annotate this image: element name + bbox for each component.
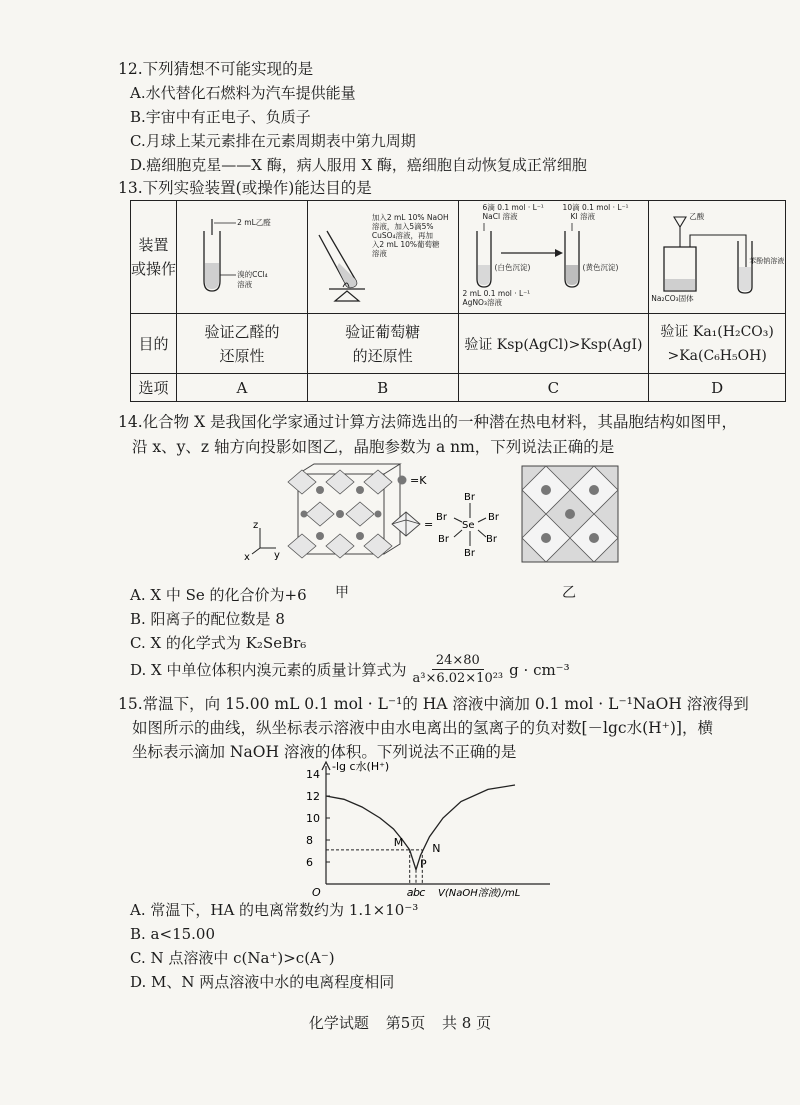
br-lower-right: Br [486,534,497,545]
axis-y-label: y [274,550,280,561]
label-c-agno3-amount: 2 mL 0.1 mol · L⁻¹ [462,289,531,298]
q14-crystal-figures [240,460,780,580]
label-c-nacl: NaCl 溶液 [482,212,518,221]
point-label-M: M [393,835,404,849]
point-label-P: P [420,857,427,871]
q12-option-a: A.水代替化石燃料为汽车提供能量 [130,84,356,102]
choice-a: A [177,374,308,402]
q15-stem-line2: 如图所示的曲线，纵坐标表示溶液中由水电离出的氢离子的负对数[－lgc水(H⁺)]，横 [132,719,713,737]
label-b-line1: 加入2 mL 10% NaOH [371,213,449,222]
row-header-choice: 选项 [131,374,177,402]
q12-option-c: C.月球上某元素排在元素周期表中第九周期 [130,132,416,150]
caption-yi: 乙 [562,585,576,601]
br-top: Br [464,492,475,503]
label-c-yellow-ppt: (黄色沉淀) [582,263,619,272]
q12-option-d: D.癌细胞克星——X 酶，病人服用 X 酶，癌细胞自动恢复成正常细胞 [130,156,587,174]
axis-x-label: x [244,552,250,563]
label-b-line5: 溶液 [371,249,387,258]
axis-z-label: z [253,520,259,531]
equals-sign: = [424,518,434,531]
br-bottom: Br [464,548,475,559]
sebr6-structure [436,492,500,559]
q12-stem: 12.下列猜想不可能实现的是 [118,60,314,78]
purpose-c: 验证 Ksp(AgCl)>Ksp(AgI) [458,314,649,374]
fraction-denominator: a³×6.02×10²³ [412,671,504,686]
label-b-line2: 溶液，加入5滴5% [371,222,434,231]
crystal-cell-jia [288,464,400,558]
q14-stem-line2: 沿 x、y、z 轴方向投影如图乙，晶胞参数为 a nm，下列说法正确的是 [132,438,615,456]
se-center: Se [462,520,475,531]
octahedron-icon [392,512,420,536]
q15-stem-line3: 坐标表示滴加 NaOH 溶液的体积。下列说法不正确的是 [132,743,517,761]
row-header-device: 装置 或操作 [131,201,177,314]
q14-option-a: A. X 中 Se 的化合价为+6 [130,586,307,604]
q13-stem: 13.下列实验装置(或操作)能达目的是 [118,179,372,197]
q15-titration-chart [290,758,560,898]
footer-total: 共 8 页 [442,1014,492,1032]
axis-indicator [252,528,276,554]
br-lower-left: Br [438,534,449,545]
purpose-a: 验证乙醛的 还原性 [177,314,308,374]
y-axis-title: -lg c水(H⁺) [332,760,390,773]
q15-option-d: D. M、N 两点溶液中水的电离程度相同 [130,973,395,991]
q15-option-a: A. 常温下，HA 的电离常数约为 1.1×10⁻³ [130,901,419,919]
x-tick-label-a: a [406,886,414,898]
cell-device-d [649,201,786,314]
choice-d: D [649,374,786,402]
y-tick-label-14: 14 [306,768,320,781]
point-label-N: N [432,841,441,855]
y-tick-label-6: 6 [306,856,313,869]
projection-yi [522,466,618,562]
choice-c: C [458,374,649,402]
label-d-carbonate: Na₂CO₃固体 [651,294,694,303]
label-a-solution: 溶液 [237,280,253,289]
cell-device-b [307,201,458,314]
q14-option-d-unit: g · cm⁻³ [509,660,570,679]
q12-option-b: B.宇宙中有正电子、负质子 [130,108,311,126]
label-b-line3: CuSO₄溶液，再加 [371,231,433,240]
footer-page: 第5页 [385,1014,426,1032]
choice-b: B [307,374,458,402]
caption-jia: 甲 [335,585,349,601]
x-tick-label-c: c [419,886,426,898]
q13-experiment-table [130,200,786,402]
br-upper-left: Br [436,512,447,523]
page-footer [0,1012,800,1033]
label-d-phenolate: 苯酚钠溶液 [749,257,785,265]
label-c-white-ppt: (白色沉淀) [494,263,531,272]
label-a-bromine: 溴的CCl₄ [237,270,268,279]
purpose-d-line1: 验证 Ka₁(H₂CO₃) [660,323,774,340]
y-tick-label-10: 10 [306,812,320,825]
purpose-b: 验证葡萄糖 的还原性 [307,314,458,374]
cell-device-a [177,201,308,314]
y-tick-label-12: 12 [306,790,320,803]
br-upper-right: Br [488,512,499,523]
x-axis-title: V(NaOH溶液)/mL [438,888,521,898]
row-header-purpose: 目的 [131,314,177,374]
label-c-ki: KI 溶液 [570,212,596,221]
q15-stem-line1: 15.常温下，向 15.00 mL 0.1 mol · L⁻¹的 HA 溶液中滴加 0.1 mol · L⁻¹NaOH 溶液得到 [118,695,749,713]
gas-generation-d-diagram [650,201,784,309]
label-b-line4: 入2 mL 10%葡萄糖 [371,240,440,249]
label-c-nacl-amount: 6滴 0.1 mol · L⁻¹ [482,203,544,212]
k-legend-label: =K [410,474,427,487]
label-c-ki-amount: 10滴 0.1 mol · L⁻¹ [562,203,629,212]
cell-device-c [458,201,649,314]
label-c-agno3: AgNO₃溶液 [462,298,502,307]
origin-label: O [312,886,321,898]
q14-stem-line1: 14.化合物 X 是我国化学家通过计算方法筛选出的一种潜在热电材料，其晶胞结构如图甲， [118,413,738,431]
q14-option-d [130,652,570,687]
k-legend-marker [398,476,407,485]
q14-option-c: C. X 的化学式为 K₂SeBr₆ [130,634,307,652]
footer-subject: 化学试题 [308,1014,369,1032]
y-tick-label-8: 8 [306,834,313,847]
label-d-acetic: 乙酸 [689,212,705,221]
q14-option-b: B. 阳离子的配位数是 8 [130,610,285,628]
x-tick-label-b: b [413,886,420,898]
q15-option-c: C. N 点溶液中 c(Na⁺)>c(A⁻) [130,949,335,967]
q15-option-b: B. a<15.00 [130,925,216,943]
label-a-aldehyde: 2 mL乙醛 [237,218,271,227]
q14-option-d-prefix: D. X 中单位体积内溴元素的质量计算式为 [130,661,407,679]
purpose-d-line2: >Ka(C₆H₅OH) [667,347,767,364]
q14-fraction [412,652,503,687]
fraction-numerator: 24×80 [432,652,484,670]
purpose-d [649,314,786,374]
